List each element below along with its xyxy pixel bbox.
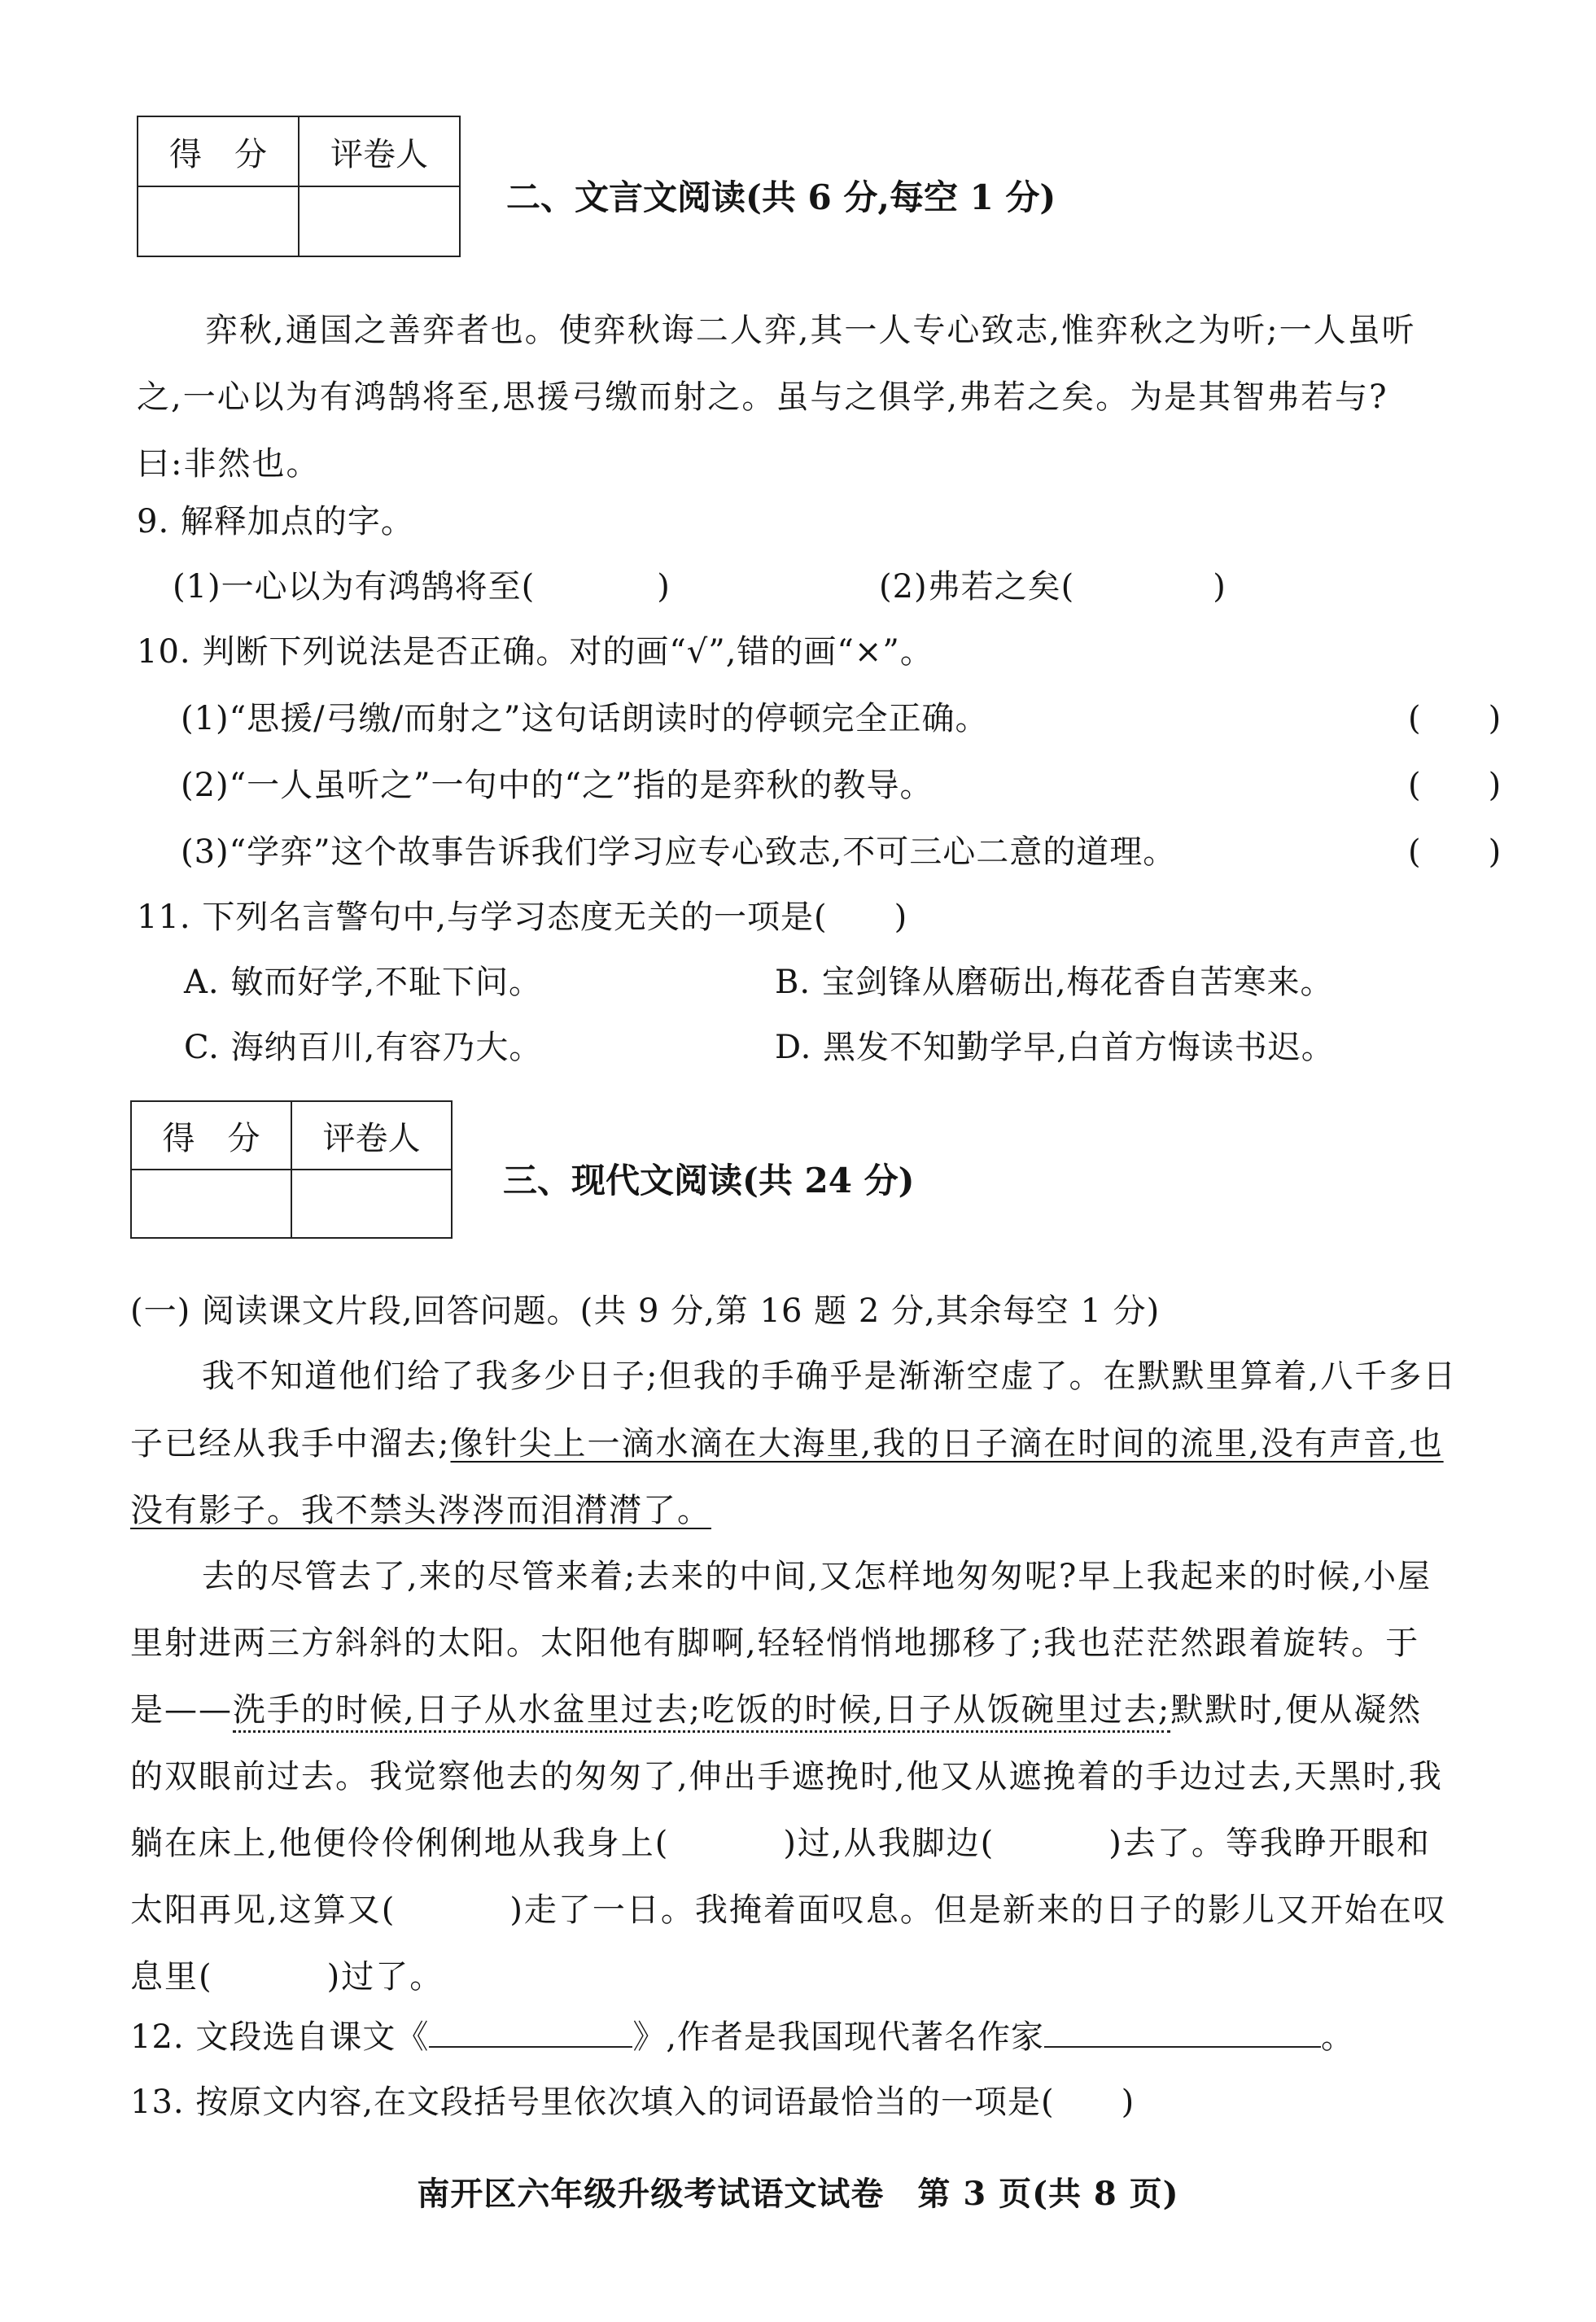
q11-option-d[interactable]: D. 黑发不知勤学早,白首方悔读书迟。: [775, 1029, 1335, 1066]
passage-p2-line3-start: 是——: [130, 1691, 233, 1729]
classical-passage-line1: 弈秋,通国之善弈者也。使弈秋诲二人弈,其一人专心致志,惟弈秋之为听;一人虽听: [205, 312, 1416, 349]
score-label: 得 分: [138, 116, 299, 186]
grader-label: 评卷人: [291, 1101, 452, 1170]
grader-cell[interactable]: [291, 1170, 452, 1238]
passage-p1-line2: [130, 1410, 1444, 1477]
q10-stem: 10. 判断下列说法是否正确。对的画“√”,错的画“×”。: [137, 633, 934, 671]
page-footer: 南开区六年级升级考试语文试卷 第 3 页(共 8 页): [417, 2175, 1179, 2213]
passage-p2-line2: 里射进两三方斜斜的太阳。太阳他有脚啊,轻轻悄悄地挪移了;我也茫茫然跟着旋转。于: [130, 1625, 1420, 1662]
passage-p2-line3: [130, 1677, 1422, 1743]
q9-item2-text: (2)弗若之矣(: [879, 568, 1075, 606]
passage-p2-line1: 去的尽管去了,来的尽管来着;去来的中间,又怎样地匆匆呢?早上我起来的时候,小屋: [202, 1558, 1432, 1595]
passage-p1-line2-text: 子已经从我手中溜去;: [130, 1425, 451, 1463]
q9-item1-text: (1)一心以为有鸿鹄将至(: [173, 568, 536, 606]
passage-p2-line3-end: 默默时,便从凝然: [1170, 1691, 1423, 1729]
q9-item1-close: ): [657, 568, 671, 606]
q10-item1: (1)“思援/弓缴/而射之”这句话朗读时的停顿完全正确。: [181, 700, 989, 737]
q12-text3: 。: [1321, 2018, 1355, 2056]
q12-text1: 12. 文段选自课文《: [130, 2018, 430, 2056]
q12: [130, 2012, 1354, 2062]
classical-passage-line2: 之,一心以为有鸿鹄将至,思援弓缴而射之。虽与之俱学,弗若之矣。为是其智弗若与?: [137, 378, 1388, 416]
q10-answer2[interactable]: ( ): [1408, 767, 1502, 804]
q9-stem: 9. 解释加点的字。: [137, 503, 414, 540]
passage-p2-line6-b: )走了一日。我掩着面叹息。但是新来的日子的影儿又开始在叹: [509, 1891, 1447, 1929]
score-cell[interactable]: [138, 186, 299, 256]
classical-passage-line3: 曰:非然也。: [137, 445, 321, 483]
q10-item3: (3)“学弈”这个故事告诉我们学习应专心致志,不可三心二意的道理。: [181, 833, 1177, 871]
passage-p2-line5-c: )去了。等我睁开眼和: [1108, 1825, 1431, 1862]
passage-p2-line5-b: )过,从我脚边(: [783, 1825, 995, 1862]
passage-p2-line6: [130, 1877, 1447, 1944]
passage-p2-line7: [130, 1944, 444, 2010]
passage-p2-line4: 的双眼前过去。我觉察他去的匆匆了,伸出手遮挽时,他又从遮挽着的手边过去,天黑时,我: [130, 1758, 1443, 1795]
q11-option-b[interactable]: B. 宝剑锋从磨砺出,梅花香自苦寒来。: [775, 964, 1334, 1001]
passage-p2-line7-a: 息里(: [130, 1958, 213, 1996]
passage-p2-line6-a: 太阳再见,这算又(: [130, 1891, 396, 1929]
q11-stem: 11. 下列名言警句中,与学习态度无关的一项是( ): [137, 899, 908, 936]
q12-text2: 》,作者是我国现代著名作家: [632, 2018, 1045, 2056]
passage-p1-line3: 没有影子。我不禁头涔涔而泪潸潸了。: [130, 1492, 711, 1529]
score-table-section3: [130, 1100, 453, 1239]
section3-title: 三、现代文阅读(共 24 分): [503, 1161, 915, 1200]
q10-item2: (2)“一人虽听之”一句中的“之”指的是弈秋的教导。: [181, 767, 934, 804]
passage-p2-line5-a: 躺在床上,他便伶伶俐俐地从我身上(: [130, 1825, 670, 1862]
score-label: 得 分: [131, 1101, 291, 1170]
section2-title: 二、文言文阅读(共 6 分,每空 1 分): [506, 177, 1056, 217]
score-cell[interactable]: [131, 1170, 291, 1238]
passage-p2-line5: [130, 1810, 1431, 1877]
q12-author-blank[interactable]: [1044, 2014, 1321, 2048]
passage-p1-line1: 我不知道他们给了我多少日子;但我的手确乎是渐渐空虚了。在默默里算着,八千多日: [202, 1358, 1458, 1395]
q11-option-a[interactable]: A. 敏而好学,不耻下问。: [184, 964, 543, 1001]
q9-item2: [879, 562, 1227, 612]
passage-dotted-phrase: 洗手的时候,日子从水盆里过去;吃饭的时候,日子从饭碗里过去;: [233, 1691, 1170, 1733]
passage-p2-line7-b: )过了。: [326, 1958, 444, 1996]
grader-label: 评卷人: [299, 116, 460, 186]
q10-answer3[interactable]: ( ): [1408, 833, 1502, 871]
passage-underlined-sentence: 像针尖上一滴水滴在大海里,我的日子滴在时间的流里,没有声音,也: [450, 1425, 1444, 1463]
part1-heading: (一) 阅读课文片段,回答问题。(共 9 分,第 16 题 2 分,其余每空 1 分): [130, 1292, 1161, 1330]
q11-option-c[interactable]: C. 海纳百川,有容乃大。: [184, 1029, 543, 1066]
q10-answer1[interactable]: ( ): [1408, 700, 1502, 737]
q13-stem: 13. 按原文内容,在文段括号里依次填入的词语最恰当的一项是( ): [130, 2084, 1135, 2121]
grader-cell[interactable]: [299, 186, 460, 256]
q9-item1: [173, 562, 671, 612]
q12-title-blank[interactable]: [429, 2014, 632, 2048]
score-table-section2: [137, 116, 461, 257]
q9-item2-close: ): [1213, 568, 1227, 606]
